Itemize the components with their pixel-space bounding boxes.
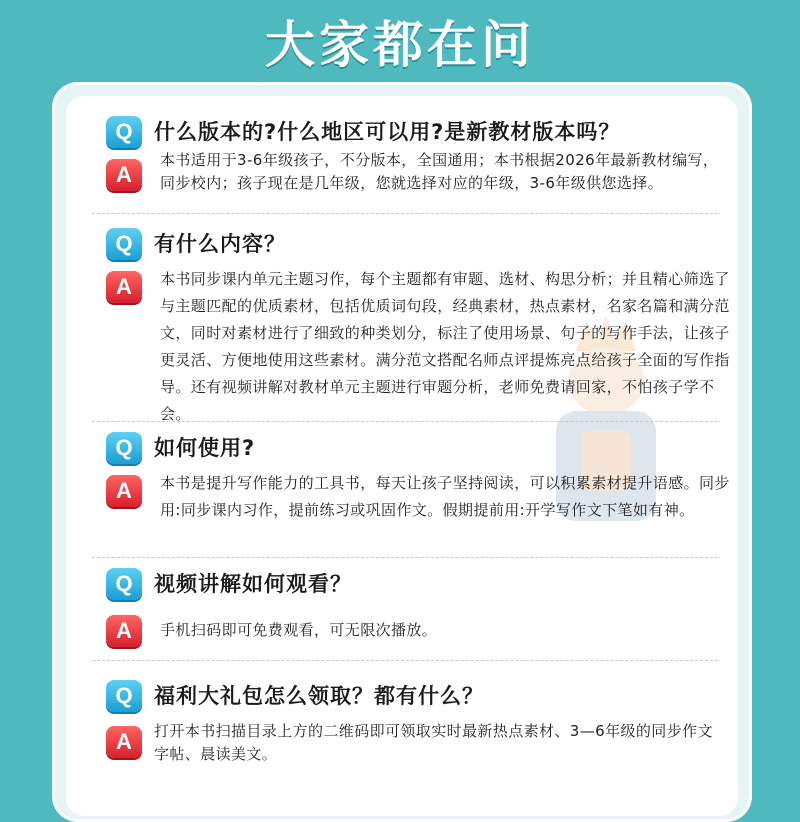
- answer-text: 本书同步课内单元主题习作，每个主题都有审题、选材、构思分析；并且精心筛选了与主题匹配的优质素材，包括优质词句段，经典素材，热点素材，名家名篇和满分范文，同时对素材进行了细致的种类划分，标注了使用场景、句子的写作手法，让孩子更灵活、方便地使用这些素材。满分范文搭配名师点评提炼亮点给孩子全面的写作指导。还有视频讲解对教材单元主题进行审题分析，老师免费请回家，不怕孩子学不会。: [160, 270, 730, 423]
- answer-text: 手机扫码即可免费观看，可无限次播放。: [160, 621, 438, 639]
- faq-card: [66, 96, 738, 816]
- question-text: 如何使用?: [154, 436, 256, 460]
- question-badge-icon: Q: [106, 116, 142, 148]
- answer-badge-icon: A: [106, 475, 142, 507]
- answer-badge-icon: A: [106, 615, 142, 647]
- page-title: 大家都在问: [265, 16, 535, 74]
- question-badge-icon: Q: [106, 680, 142, 712]
- divider: [92, 421, 718, 422]
- answer-badge-icon: A: [106, 726, 142, 758]
- question-badge-icon: Q: [106, 228, 142, 260]
- divider: [92, 660, 718, 661]
- divider: [92, 213, 718, 214]
- question-text: 什么版本的?什么地区可以用?是新教材版本吗？: [154, 120, 621, 144]
- question-badge-icon: Q: [106, 432, 142, 464]
- divider: [92, 557, 718, 558]
- question-text: 福利大礼包怎么领取？都有什么？: [154, 684, 484, 708]
- question-text: 视频讲解如何观看？: [154, 572, 352, 596]
- question-text: 有什么内容？: [154, 232, 286, 256]
- page-header: [0, 0, 800, 82]
- answer-badge-icon: A: [106, 159, 142, 191]
- answer-text: 本书是提升写作能力的工具书，每天让孩子坚持阅读，可以积累素材提升语感。同步用:同步课内习作，提前练习或巩固作文。假期提前用:开学写作文下笔如有神。: [160, 474, 730, 519]
- answer-text: 打开本书扫描目录上方的二维码即可领取实时最新热点素材、3—6年级的同步作文字帖、晨读美文。: [154, 722, 713, 763]
- answer-badge-icon: A: [106, 271, 142, 303]
- answer-text: 本书适用于3-6年级孩子，不分版本，全国通用；本书根据2026年最新教材编写，同步校内；孩子现在是几年级，您就选择对应的年级，3-6年级供您选择。: [160, 151, 719, 192]
- question-badge-icon: Q: [106, 568, 142, 600]
